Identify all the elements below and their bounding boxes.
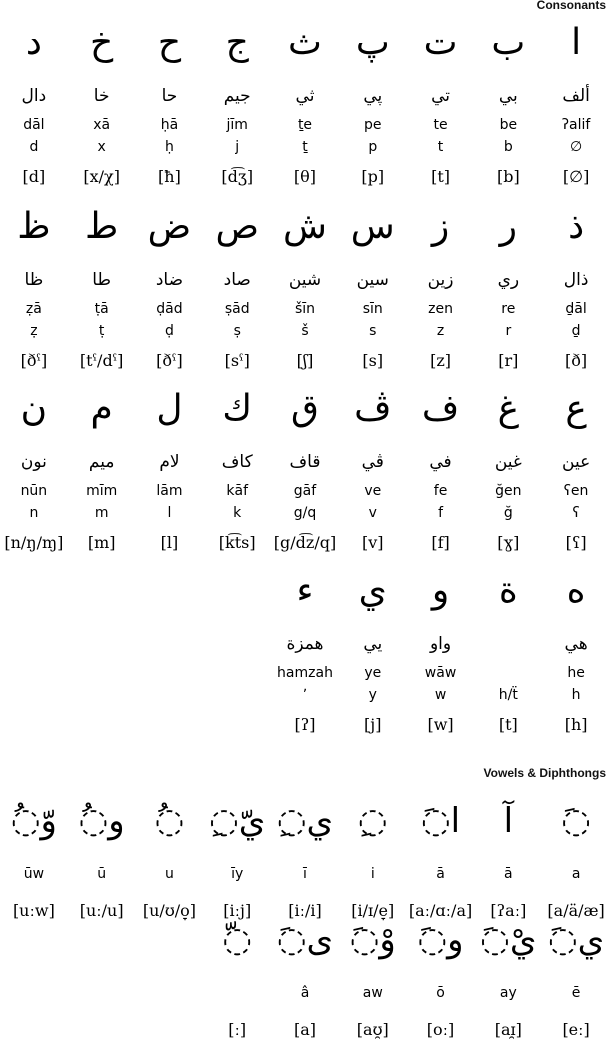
ipa-value: [s] (362, 350, 384, 370)
letter-name-transliteration: lām (156, 483, 183, 499)
letter-name: هي (564, 634, 588, 654)
vowel-transliteration: ī (303, 866, 307, 882)
vowel-letter: ◌َا (420, 801, 461, 841)
consonant-cell (271, 374, 339, 560)
letter-name-transliteration: be (499, 117, 518, 133)
letter-name: كاف (221, 452, 253, 472)
consonant-cell (68, 192, 136, 378)
letter-transliteration: ḏ (571, 323, 581, 339)
consonant-cell (339, 8, 407, 194)
letter-transliteration: ʼ (302, 687, 308, 703)
ipa-value: [ħ] (158, 166, 181, 186)
consonant-cell (203, 192, 271, 378)
ipa-value: [tˤ/dˤ] (79, 350, 124, 370)
letter-name-transliteration: ye (364, 665, 382, 681)
arabic-letter: ه (566, 570, 586, 611)
letter-name-transliteration: ve (364, 483, 382, 499)
letter-name: ألف (562, 86, 590, 106)
vowel-letter: ◌ِيّ (209, 801, 266, 841)
vowel-transliteration: īy (231, 866, 244, 882)
arabic-letter: س (350, 206, 395, 247)
ipa-value: [x/χ] (83, 166, 120, 186)
letter-name-transliteration: ʔalif (561, 117, 591, 133)
letter-transliteration: ṣ (233, 323, 241, 339)
consonant-cell (474, 192, 542, 378)
consonant-cell (271, 556, 339, 742)
vowel-letter: ◌ّ (222, 920, 253, 960)
vowel-transliteration: a (571, 866, 581, 882)
letter-transliteration: ẓ (30, 323, 38, 339)
letter-name-transliteration: šīn (294, 301, 316, 317)
ipa-value: [f] (431, 532, 450, 552)
letter-transliteration: ʕ (572, 505, 580, 521)
arabic-letter: غ (497, 388, 520, 429)
vowel-letter: ◌ُ (154, 801, 185, 841)
ipa-value: [r] (498, 350, 519, 370)
consonant-row (0, 8, 610, 194)
letter-name: نون (20, 452, 47, 472)
ipa-value: [aʊ̯] (356, 1019, 389, 1039)
ipa-value: [ʃ] (296, 350, 314, 370)
vowel-transliteration: ū (97, 866, 107, 882)
arabic-letter: و (431, 570, 450, 611)
vowel-transliteration: ā (436, 866, 445, 882)
letter-name-transliteration: xā (93, 117, 111, 133)
letter-name: واو (429, 634, 452, 654)
letter-name-transliteration: ḍād (156, 301, 183, 317)
vowel-letter: ◌ُو (78, 801, 125, 841)
ipa-value: [t] (431, 166, 450, 186)
arabic-letter: ح (157, 22, 182, 63)
ipa-value: [ð] (565, 350, 588, 370)
arabic-letter: ص (215, 206, 259, 247)
letter-transliteration: h (571, 687, 581, 703)
ipa-value: [a/ä/æ] (547, 900, 605, 920)
letter-transliteration: k (233, 505, 242, 521)
letter-transliteration: x (97, 139, 106, 155)
arabic-letter: ب (491, 22, 526, 63)
ipa-value: [d] (22, 166, 46, 186)
vowel-letter: ◌َى (276, 920, 334, 960)
letter-transliteration: f (438, 505, 444, 521)
letter-name: دال (21, 86, 47, 106)
arabic-letter: پ (355, 22, 390, 63)
vowel-letter: ◌ِي (276, 801, 334, 841)
ipa-value: [ʔ] (294, 714, 316, 734)
letter-name-transliteration: he (567, 665, 585, 681)
arabic-letter: ة (498, 570, 518, 611)
ipa-value: [uːw] (12, 900, 55, 920)
consonant-cell (542, 556, 610, 742)
consonant-cell (136, 192, 204, 378)
ipa-value: [θ] (293, 166, 317, 186)
consonant-cell (271, 192, 339, 378)
arabic-letter: ل (156, 388, 183, 429)
ipa-value: [m] (87, 532, 116, 552)
letter-name-transliteration: ṭā (94, 301, 109, 317)
consonant-row (0, 374, 610, 560)
consonant-cell (0, 192, 68, 378)
arabic-letter: ط (85, 206, 119, 247)
consonant-cell (339, 374, 407, 560)
consonant-cell (68, 556, 136, 742)
letter-name: صاد (223, 270, 251, 290)
letter-name-transliteration: re (501, 301, 516, 317)
vowel-transliteration: ō (436, 985, 445, 1001)
vowel-transliteration: ē (571, 985, 581, 1001)
consonant-cell (474, 8, 542, 194)
ipa-value: [a] (293, 1019, 316, 1039)
letter-name: همزة (286, 634, 324, 654)
vowel-transliteration: â (300, 985, 310, 1001)
ipa-value: [b] (496, 166, 520, 186)
consonant-cell (0, 374, 68, 560)
letter-transliteration: ḥ (165, 139, 174, 155)
consonant-cell (136, 556, 204, 742)
letter-name-transliteration: sīn (362, 301, 383, 317)
arabic-letter: ز (431, 206, 450, 247)
arabic-letter: خ (90, 22, 114, 63)
consonant-row (0, 192, 610, 378)
letter-name: شين (288, 270, 322, 290)
letter-name: پي (363, 86, 383, 106)
letter-name-transliteration: hamzah (277, 665, 333, 681)
vowel-letter: ◌َو (417, 920, 464, 960)
ipa-value: [oː] (426, 1019, 455, 1039)
ipa-value: [ðˤ] (156, 350, 183, 370)
letter-name-transliteration: kāf (226, 483, 249, 499)
letter-transliteration: b (503, 139, 513, 155)
ipa-value: [iːj] (223, 900, 252, 920)
vowel-cell (271, 905, 339, 1047)
ipa-value: [h] (564, 714, 588, 734)
letter-name-transliteration: dāl (23, 117, 45, 133)
arabic-letter: ر (499, 206, 518, 247)
letter-transliteration: w (434, 687, 447, 703)
letter-name: زين (427, 270, 454, 290)
vowel-letter: آ (503, 801, 514, 841)
arabic-letter: د (25, 22, 42, 63)
letter-name: ظا (24, 270, 44, 290)
ipa-value: [j] (364, 714, 382, 734)
vowel-letter: ◌َوْ (349, 920, 396, 960)
vowel-letter: ◌ُوّ (10, 801, 57, 841)
arabic-letter: ت (423, 22, 458, 63)
vowel-cell (0, 905, 68, 1047)
consonant-cell (68, 374, 136, 560)
ipa-value: [d͡ʒ] (221, 166, 254, 186)
arabic-letter: ذ (568, 206, 585, 247)
letter-transliteration: z (436, 323, 445, 339)
consonant-cell (407, 192, 475, 378)
vowel-transliteration: aw (362, 985, 383, 1001)
letter-name: حا (161, 86, 178, 106)
letter-name-transliteration: ḏāl (565, 301, 587, 317)
arabic-letter: ي (358, 570, 387, 611)
letter-name-transliteration: jīm (226, 117, 248, 133)
letter-name-transliteration: zen (428, 301, 453, 317)
vowel-row (0, 905, 610, 1047)
ipa-value: [i/ɪ/e̞] (351, 900, 395, 920)
letter-transliteration: ṭ (98, 323, 105, 339)
letter-transliteration: v (368, 505, 377, 521)
arabic-letter: ف (421, 388, 460, 429)
ipa-value: [w] (427, 714, 454, 734)
letter-transliteration: h/ẗ (498, 687, 518, 703)
letter-transliteration: n (29, 505, 39, 521)
letter-name-transliteration: ʕen (563, 483, 589, 499)
consonant-cell (474, 556, 542, 742)
vowel-transliteration: i (370, 866, 375, 882)
ipa-value: [v] (362, 532, 384, 552)
letter-name-transliteration: mīm (86, 483, 118, 499)
arabic-letter: ج (225, 22, 249, 63)
ipa-value: [sˤ] (224, 350, 250, 370)
letter-name: في (429, 452, 452, 472)
vowel-cell (407, 905, 475, 1047)
consonant-cell (203, 556, 271, 742)
arabic-letter: ظ (17, 206, 51, 247)
letter-transliteration: ğ (503, 505, 513, 521)
ipa-value: [ðˤ] (20, 350, 48, 370)
arabic-letter: ء (296, 570, 314, 611)
ipa-value: [aː/ɑː/a] (408, 900, 473, 920)
consonant-cell (474, 374, 542, 560)
vowel-letter: ◌َيْ (480, 920, 537, 960)
ipa-value: [eː] (562, 1019, 590, 1039)
ipa-value: [ː] (228, 1019, 247, 1039)
letter-name: ثي (295, 86, 315, 106)
consonant-cell (339, 192, 407, 378)
ipa-value: [∅] (562, 166, 590, 186)
letter-name: طا (92, 270, 112, 290)
consonant-cell (271, 8, 339, 194)
letter-transliteration: g/q (293, 505, 317, 521)
ipa-value: [z] (430, 350, 451, 370)
consonant-cell (407, 8, 475, 194)
letter-name: لام (159, 452, 180, 472)
ipa-value: [uː/u] (79, 900, 124, 920)
letter-transliteration: d (29, 139, 39, 155)
arabic-letter: ا (571, 22, 582, 63)
vowel-letter: ◌ِ (357, 801, 388, 841)
letter-name-transliteration: ṯe (297, 117, 313, 133)
ipa-value: [iː/i] (288, 900, 322, 920)
consonant-cell (339, 556, 407, 742)
ipa-value: [u/ʊ/o̞] (142, 900, 196, 920)
consonant-cell (407, 374, 475, 560)
letter-name: يي (363, 634, 383, 654)
letter-name: تي (431, 86, 450, 106)
letter-transliteration: r (505, 323, 512, 339)
arabic-letter: ث (288, 22, 322, 63)
consonants-heading: Consonants (536, 0, 606, 12)
vowel-cell (203, 905, 271, 1047)
vowel-transliteration: ūw (23, 866, 45, 882)
letter-transliteration: j (235, 139, 240, 155)
letter-transliteration: ṯ (302, 139, 308, 155)
arabic-letter: ك (222, 388, 253, 429)
vowel-cell (542, 905, 610, 1047)
consonant-cell (136, 8, 204, 194)
ipa-value: [g/d͡z/q] (273, 532, 337, 552)
letter-name-transliteration: ḥā (160, 117, 179, 133)
letter-name-transliteration: wāw (424, 665, 457, 681)
letter-name: بي (498, 86, 518, 106)
ipa-value: [p] (361, 166, 385, 186)
vowel-transliteration: ā (504, 866, 513, 882)
letter-name: خا (93, 86, 110, 106)
ipa-value: [k͡ts] (218, 532, 256, 552)
arabic-letter: ض (147, 206, 192, 247)
ipa-value: [ɣ] (497, 532, 520, 552)
arabic-letter: ق (291, 388, 319, 429)
letter-name-transliteration: te (433, 117, 448, 133)
arabic-letter: ڤ (354, 388, 392, 429)
letter-name: قاف (289, 452, 321, 472)
letter-transliteration: ∅ (570, 139, 583, 155)
consonant-cell (0, 556, 68, 742)
vowel-transliteration: u (165, 866, 174, 882)
consonant-cell (542, 192, 610, 378)
vowel-transliteration: ay (499, 985, 517, 1001)
consonant-cell (542, 8, 610, 194)
arabic-letter: ن (20, 388, 48, 429)
ipa-value: [ʔaː] (490, 900, 527, 920)
vowel-letter: ◌َ (561, 801, 591, 841)
vowel-cell (68, 905, 136, 1047)
letter-name: جيم (223, 86, 251, 106)
consonant-cell (136, 374, 204, 560)
letter-transliteration: y (368, 687, 377, 703)
letter-name-transliteration: ṣād (224, 301, 250, 317)
letter-name-transliteration: ẓā (25, 301, 42, 317)
letter-name: غين (494, 452, 522, 472)
letter-transliteration: š (301, 323, 309, 339)
letter-name: ذال (563, 270, 589, 290)
vowels-heading: Vowels & Diphthongs (483, 766, 606, 780)
arabic-letter: م (90, 388, 113, 429)
consonant-cell (0, 8, 68, 194)
ipa-value: [l] (160, 532, 179, 552)
vowel-cell (136, 905, 204, 1047)
letter-transliteration: t (437, 139, 444, 155)
consonant-cell (203, 8, 271, 194)
letter-transliteration: p (368, 139, 378, 155)
letter-transliteration: ḍ (164, 323, 174, 339)
consonant-cell (203, 374, 271, 560)
letter-transliteration: l (167, 505, 172, 521)
letter-name: ري (497, 270, 520, 290)
consonant-cell (68, 8, 136, 194)
letter-name-transliteration: fe (433, 483, 448, 499)
consonant-cell (407, 556, 475, 742)
consonant-cell (542, 374, 610, 560)
letter-name: ڤي (361, 452, 384, 472)
ipa-value: [ʕ] (565, 532, 587, 552)
consonant-row (0, 556, 610, 742)
ipa-value: [n/ŋ/ɱ] (4, 532, 64, 552)
letter-name: عين (562, 452, 591, 472)
letter-name-transliteration: pe (364, 117, 382, 133)
ipa-value: [aɪ̯] (494, 1019, 522, 1039)
letter-name: ميم (88, 452, 115, 472)
letter-name: ضاد (155, 270, 184, 290)
letter-transliteration: s (369, 323, 377, 339)
letter-name: سين (356, 270, 389, 290)
letter-name-transliteration: nūn (20, 483, 48, 499)
arabic-letter: ع (565, 388, 587, 429)
letter-transliteration: m (94, 505, 109, 521)
letter-name-transliteration: gāf (293, 483, 317, 499)
vowel-cell (339, 905, 407, 1047)
vowel-letter: ◌َي (547, 920, 605, 960)
vowel-cell (474, 905, 542, 1047)
ipa-value: [t] (498, 714, 518, 734)
arabic-letter: ش (283, 206, 327, 247)
letter-name-transliteration: ğen (495, 483, 522, 499)
